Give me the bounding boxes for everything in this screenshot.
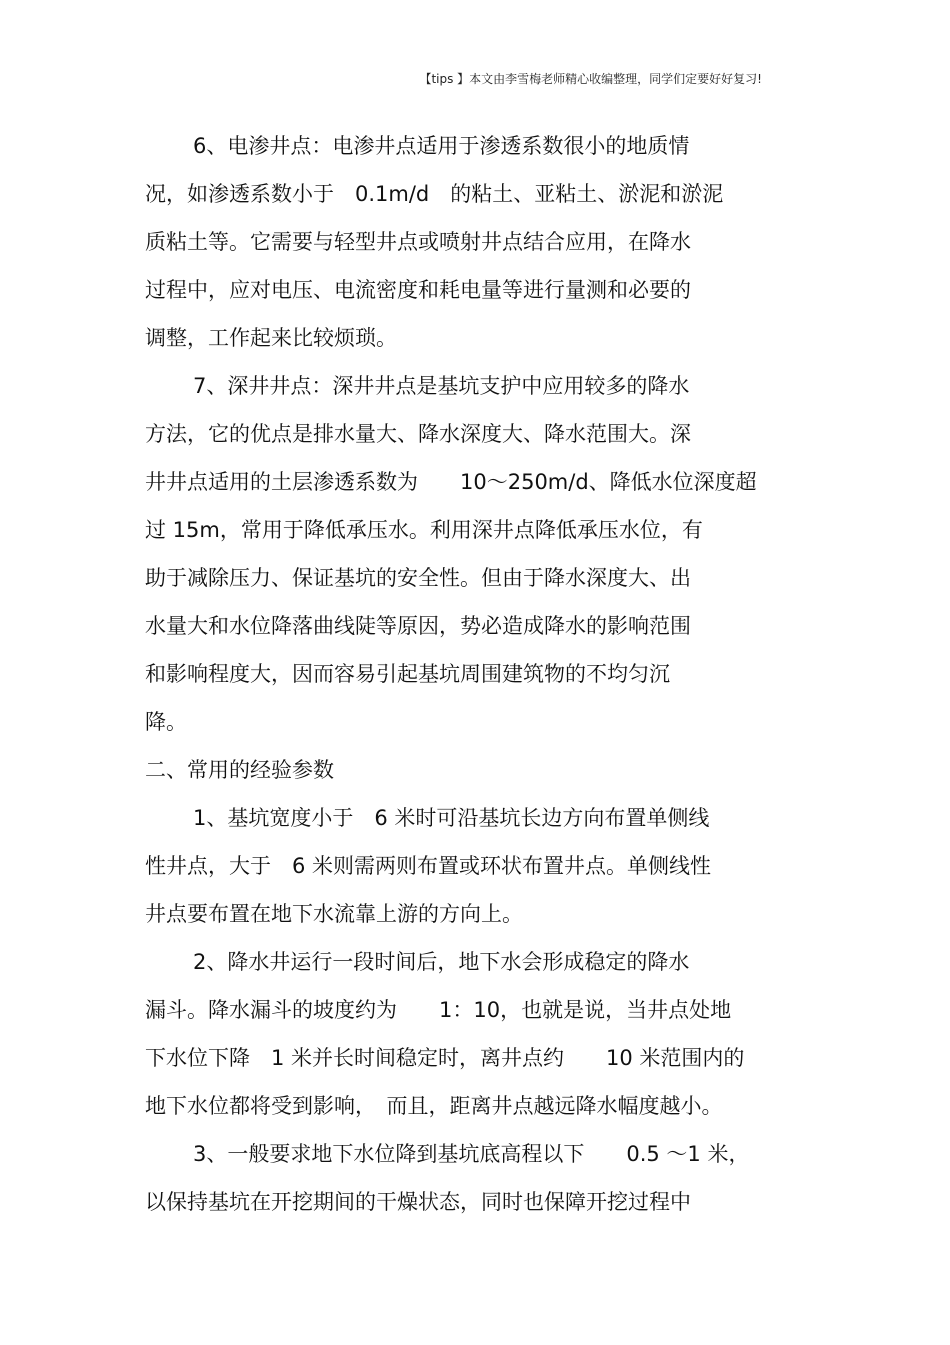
paragraph-line: 漏斗。降水漏斗的坡度约为 1：10，也就是说，当井点处地 <box>145 998 732 1022</box>
paragraph-line: 调整，工作起来比较烦琐。 <box>145 326 397 350</box>
paragraph-line: 质粘土等。它需要与轻型井点或喷射井点结合应用，在降水 <box>145 230 691 254</box>
paragraph-line: 1、基坑宽度小于 6 米时可沿基坑长边方向布置单侧线 <box>193 806 710 830</box>
paragraph-line: 性井点，大于 6 米则需两则布置或环状布置井点。单侧线性 <box>145 854 712 878</box>
paragraph-line: 3、一般要求地下水位降到基坑底高程以下 0.5 ～1 米， <box>193 1142 750 1166</box>
paragraph-line: 过程中，应对电压、电流密度和耗电量等进行量测和必要的 <box>145 278 691 302</box>
paragraph-line: 7、深井井点：深井井点是基坑支护中应用较多的降水 <box>193 374 690 398</box>
paragraph-line: 地下水位都将受到影响， 而且，距离井点越远降水幅度越小。 <box>145 1094 723 1118</box>
paragraph-line: 方法，它的优点是排水量大、降水深度大、降水范围大。深 <box>145 422 691 446</box>
paragraph-line: 6、电渗井点：电渗井点适用于渗透系数很小的地质情 <box>193 134 690 158</box>
paragraph-line: 下水位下降 1 米并长时间稳定时，离井点约 10 米范围内的 <box>145 1046 745 1070</box>
paragraph-line: 助于减除压力、保证基坑的安全性。但由于降水深度大、出 <box>145 566 691 590</box>
section-heading: 二、常用的经验参数 <box>145 758 334 782</box>
paragraph-line: 和影响程度大，因而容易引起基坑周围建筑物的不均匀沉 <box>145 662 670 686</box>
paragraph-line: 水量大和水位降落曲线陡等原因，势必造成降水的影响范围 <box>145 614 691 638</box>
paragraph-line: 2、降水井运行一段时间后，地下水会形成稳定的降水 <box>193 950 690 974</box>
paragraph-line: 过 15m，常用于降低承压水。利用深井点降低承压水位，有 <box>145 518 703 542</box>
paragraph-line: 以保持基坑在开挖期间的干燥状态，同时也保障开挖过程中 <box>145 1190 691 1214</box>
paragraph-line: 况，如渗透系数小于 0.1m/d 的粘土、亚粘土、淤泥和淤泥 <box>145 182 724 206</box>
paragraph-line: 降。 <box>145 710 187 734</box>
paragraph-line: 井井点适用的土层渗透系数为 10～250m/d、降低水位深度超 <box>145 470 757 494</box>
paragraph-line: 井点要布置在地下水流靠上游的方向上。 <box>145 902 523 926</box>
header-tip: 【tips 】本文由李雪梅老师精心收编整理，同学们定要好好复习! <box>419 72 762 86</box>
